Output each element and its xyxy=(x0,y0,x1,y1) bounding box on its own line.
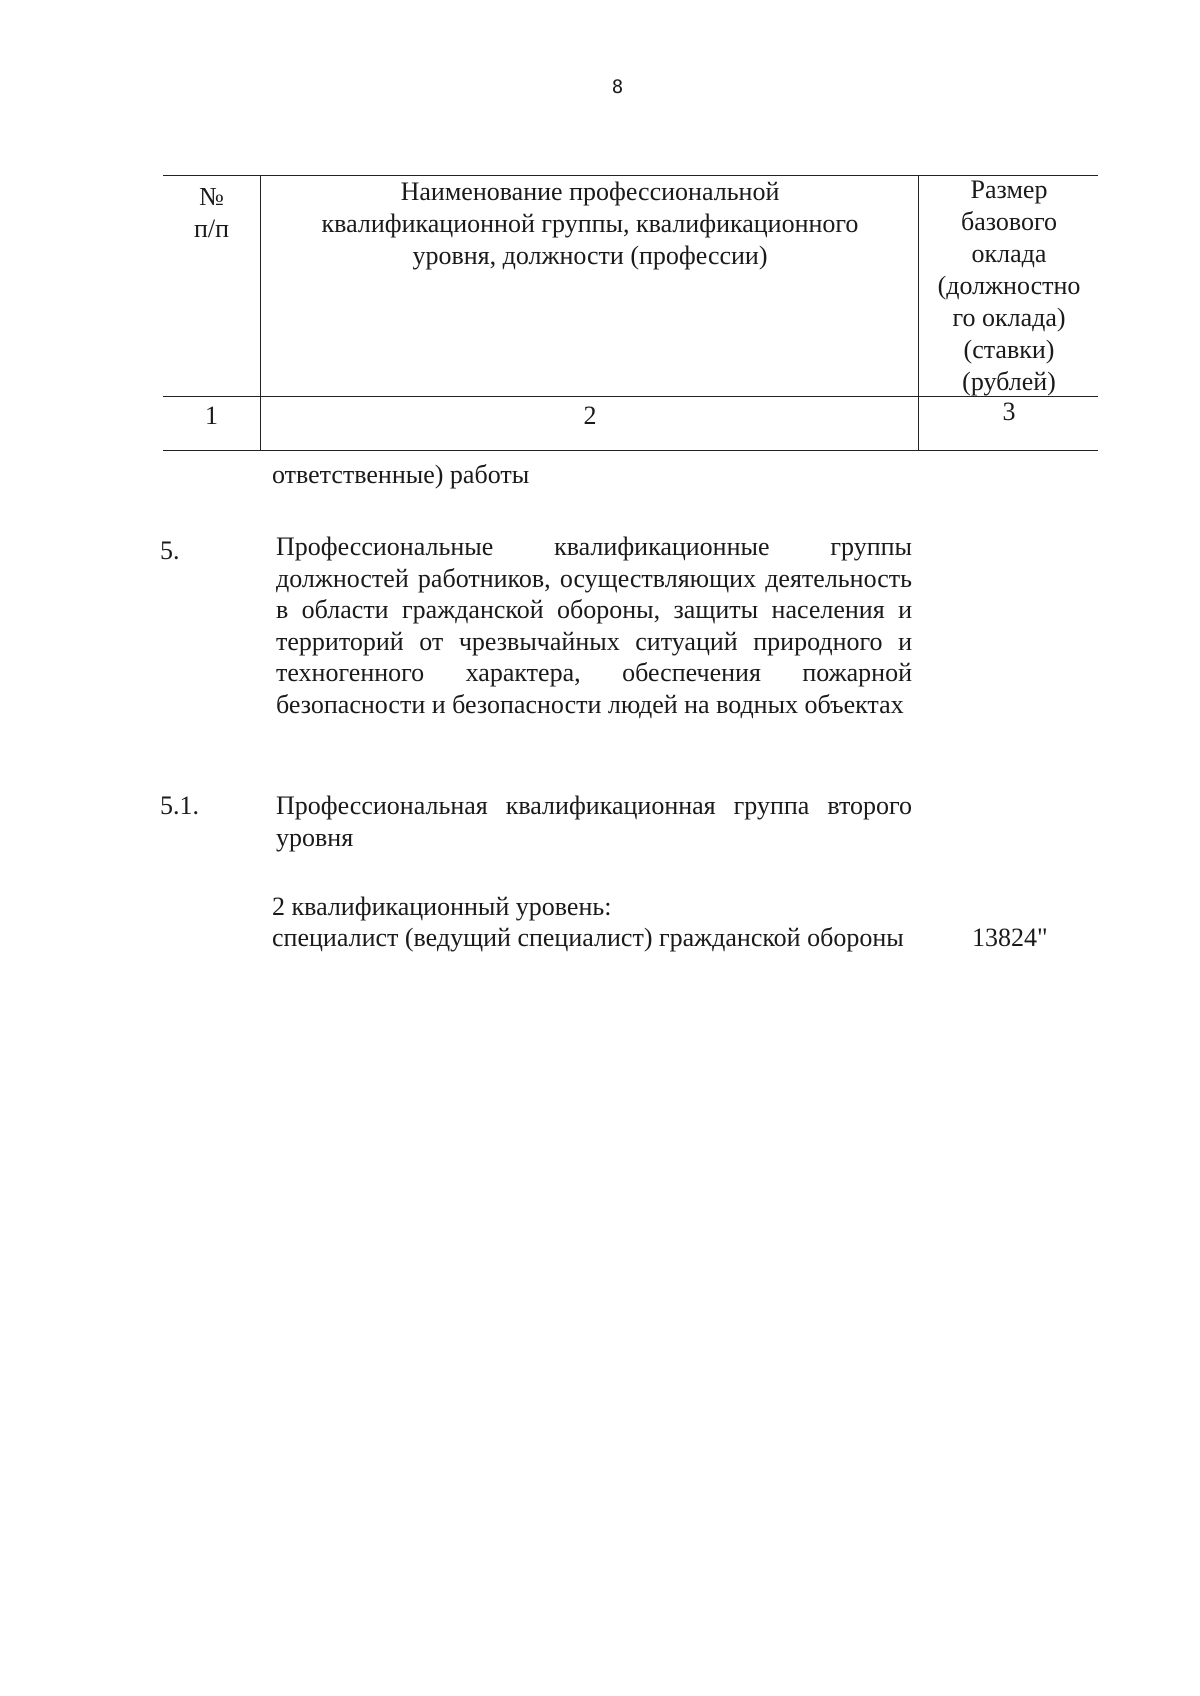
column-header-salary-line: оклада xyxy=(971,239,1047,268)
continuation-text: ответственные) работы xyxy=(272,460,530,489)
qualification-level-title: 2 квалификационный уровень: xyxy=(272,892,612,921)
column-number-2: 2 xyxy=(583,401,597,430)
section-5-number: 5. xyxy=(160,536,180,565)
column-header-salary-line: го оклада) xyxy=(952,303,1066,332)
column-header-name xyxy=(262,176,918,272)
section-5-1-title: Профессиональная квалификационная группа второго уровня xyxy=(276,791,912,852)
column-header-name-line: уровня, должности (профессии) xyxy=(412,241,768,270)
column-header-salary-line: (должностно xyxy=(937,271,1081,300)
column-header-salary xyxy=(920,174,1098,398)
column-header-number-line: № xyxy=(199,182,224,211)
column-header-number-line: п/п xyxy=(193,214,230,243)
section-5-title: Профессиональные квалификационные группы должностей работников, осуществляющих деятельность в области гражданской обороны, защиты населения и территорий от чрезвычайных ситуаций природного и техногенного характера, обеспечения пожарной безопасности и безопасности людей на водных объектах xyxy=(276,532,912,719)
column-header-salary-line: (рублей) xyxy=(962,367,1056,396)
column-header-number xyxy=(163,181,260,245)
position-name: специалист (ведущий специалист) гражданской обороны xyxy=(272,923,904,952)
column-header-name-line: квалификационной группы, квалификационного xyxy=(321,209,859,238)
column-header-name-line: Наименование профессиональной xyxy=(400,177,780,206)
section-5-1-number: 5.1. xyxy=(160,791,199,820)
salary-amount: 13824" xyxy=(972,923,1048,952)
column-header-salary-line: базового xyxy=(960,207,1057,236)
column-header-salary-line: Размер xyxy=(970,175,1048,204)
table-bottom-border xyxy=(163,450,1098,451)
page-number: 8 xyxy=(611,76,624,98)
column-number-1: 1 xyxy=(205,401,218,430)
table-column-divider-2 xyxy=(918,175,919,451)
column-header-salary-line: (ставки) xyxy=(963,335,1055,364)
column-number-3: 3 xyxy=(1002,397,1016,426)
table-column-divider-1 xyxy=(260,175,261,451)
